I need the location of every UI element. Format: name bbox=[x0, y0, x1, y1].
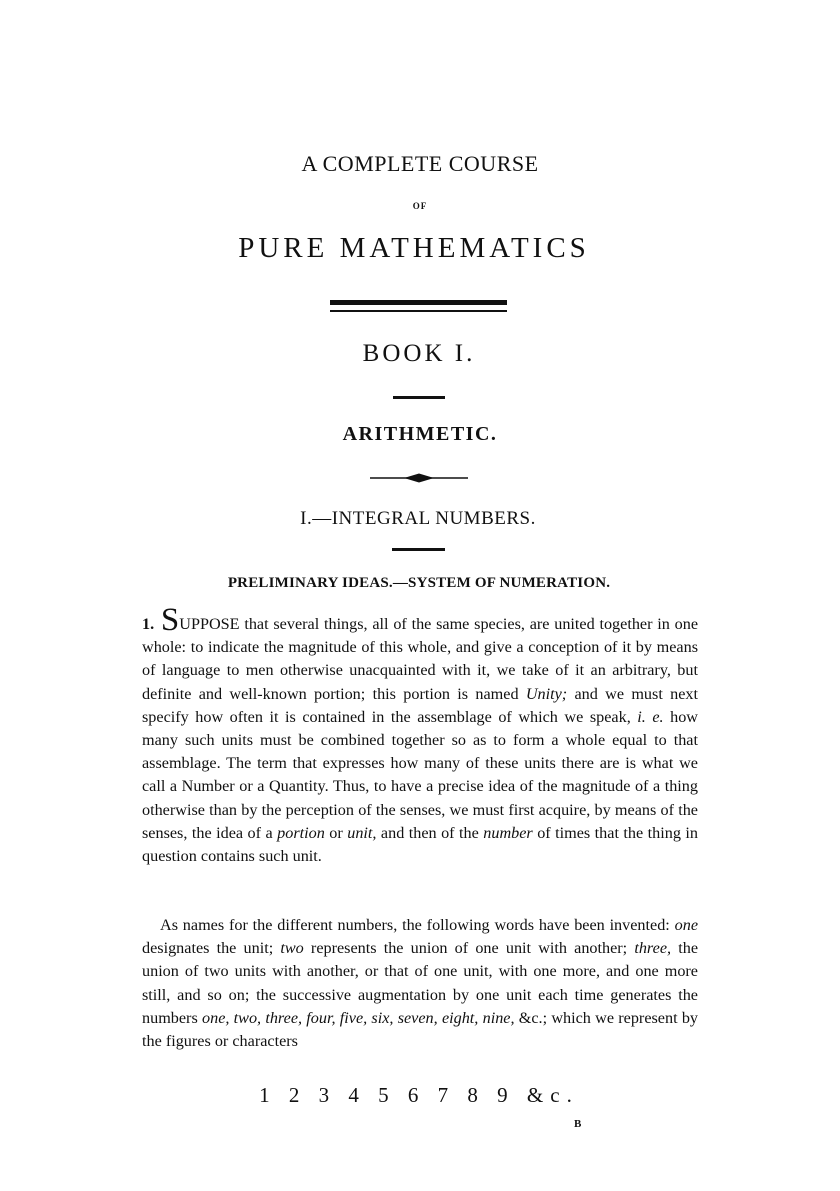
section-heading: PRELIMINARY IDEAS.—SYSTEM OF NUMERATION. bbox=[227, 575, 611, 591]
term-two: two bbox=[280, 939, 304, 958]
term-ie: i. e. bbox=[637, 707, 664, 726]
book-heading: BOOK I. bbox=[362, 340, 476, 367]
para1-text-1: UPPOSE that several things, all of the same species, are united together in one whole: to indicate the magnitude of this whole, and give a conception of it by means of language to men otherwise unacquainted with it, we take of it an arbitrary, but definite and well-known portion; this portion is named bbox=[142, 615, 698, 703]
signature-mark: B bbox=[574, 1118, 582, 1130]
term-number: number bbox=[483, 823, 533, 842]
short-rule bbox=[393, 396, 445, 399]
para2-text-2: designates the unit; bbox=[142, 939, 281, 958]
paragraph-number: 1. bbox=[142, 615, 155, 633]
course-title: A COMPLETE COURSE bbox=[301, 151, 539, 176]
term-three: three, bbox=[634, 939, 672, 958]
para1-text-2: and we must next specify how often it is contained in the assemblage of which we speak, bbox=[142, 684, 698, 726]
para1-text-4: or bbox=[324, 823, 348, 842]
double-rule-thin bbox=[330, 310, 507, 312]
subject-title: PURE MATHEMATICS bbox=[238, 232, 590, 264]
para2-text-1: As names for the different numbers, the following words have been invented: bbox=[160, 916, 675, 934]
chapter-heading: I.—INTEGRAL NUMBERS. bbox=[300, 508, 536, 529]
small-rule bbox=[392, 548, 445, 551]
para2-text-5: &c.; which we represent by the figures or characters bbox=[142, 1008, 699, 1051]
title-of: OF bbox=[412, 201, 428, 211]
term-portion: portion bbox=[277, 823, 325, 842]
diamond-ornament-icon bbox=[370, 472, 468, 484]
para1-text-3: how many such units must be combined together so as to form a whole equal to that assemblage. The term that expresses how many of these units there are is what we call a Number or a Quantity. Thus, to have a precise idea of the magnitude of a thing otherwise than by the perception of the senses, we must first acquire, by means of the senses, the idea of a bbox=[142, 707, 698, 842]
para2-text-3: represents the union of one unit with another; bbox=[303, 939, 635, 958]
term-unit: unit, bbox=[347, 823, 377, 842]
paragraph-2 bbox=[142, 914, 698, 1053]
para1-text-6: of times that the thing in question contains such unit. bbox=[142, 823, 698, 866]
part-heading: ARITHMETIC. bbox=[342, 423, 498, 445]
drop-cap: S bbox=[160, 602, 180, 638]
term-unity: Unity; bbox=[525, 684, 568, 703]
digit-characters: 1 2 3 4 5 6 7 8 9 &c. bbox=[259, 1083, 579, 1107]
double-rule-thick bbox=[330, 300, 507, 305]
para1-text-5: and then of the bbox=[376, 823, 484, 842]
number-word-list: one, two, three, four, five, six, seven, eight, nine, bbox=[202, 1008, 515, 1027]
para2-text-4: the union of two units with another, or that of one unit, with one more, and one more still, and so on; the successive augmentation by one unit each time generates the numbers bbox=[142, 939, 698, 1027]
paragraph-1 bbox=[142, 602, 698, 868]
term-one: one bbox=[674, 916, 698, 934]
